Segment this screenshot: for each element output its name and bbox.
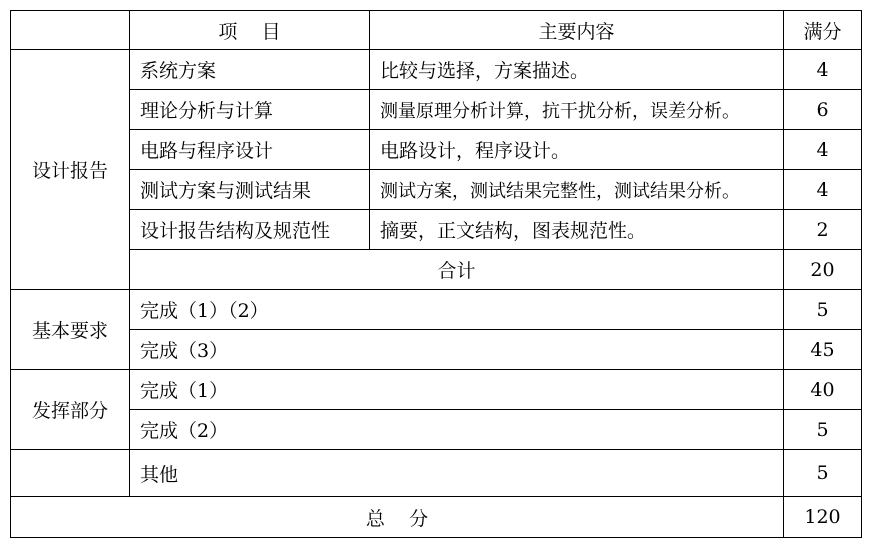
category-basic: 基本要求: [11, 290, 130, 370]
item-cell: 完成（2）: [130, 410, 784, 450]
item-cell: 完成（1）: [130, 370, 784, 410]
item-cell: 完成（1）（2）: [130, 290, 784, 330]
item-cell: 完成（3）: [130, 330, 784, 370]
score-cell: 6: [784, 90, 862, 130]
score-cell: 45: [784, 330, 862, 370]
content-cell: 摘要，正文结构，图表规范性。: [370, 210, 784, 250]
total-row: [11, 497, 862, 538]
score-cell: 5: [784, 290, 862, 330]
content-cell: 电路设计，程序设计。: [370, 130, 784, 170]
table-row: [11, 330, 862, 370]
table-row: [11, 50, 862, 90]
subtotal-score: 20: [784, 250, 862, 290]
item-cell: 电路与程序设计: [130, 130, 370, 170]
header-category-empty: [11, 11, 130, 50]
content-cell: 比较与选择，方案描述。: [370, 50, 784, 90]
table-row: [11, 410, 862, 450]
content-cell: 测量原理分析计算，抗干扰分析，误差分析。: [370, 90, 784, 130]
subtotal-label: 合计: [130, 250, 784, 290]
table-row: [11, 210, 862, 250]
header-content: 主要内容: [370, 11, 784, 50]
total-score: 120: [784, 497, 862, 538]
category-extension: 发挥部分: [11, 370, 130, 450]
table-row: [11, 370, 862, 410]
item-cell: 测试方案与测试结果: [130, 170, 370, 210]
item-cell: 其他: [130, 450, 784, 497]
subtotal-row: [11, 250, 862, 290]
table-row: [11, 130, 862, 170]
item-cell: 系统方案: [130, 50, 370, 90]
table-row: [11, 90, 862, 130]
score-cell: 2: [784, 210, 862, 250]
score-cell: 40: [784, 370, 862, 410]
score-cell: 4: [784, 130, 862, 170]
table-row: [11, 170, 862, 210]
table-row: [11, 290, 862, 330]
content-cell: 测试方案，测试结果完整性，测试结果分析。: [370, 170, 784, 210]
score-cell: 4: [784, 170, 862, 210]
scoring-table: [10, 10, 862, 538]
category-design-report: 设计报告: [11, 50, 130, 290]
score-cell: 5: [784, 410, 862, 450]
header-item: 项 目: [130, 11, 370, 50]
score-cell: 4: [784, 50, 862, 90]
header-score: 满分: [784, 11, 862, 50]
score-cell: 5: [784, 450, 862, 497]
table-row: [11, 450, 862, 497]
category-empty-cell: [11, 450, 130, 497]
item-cell: 设计报告结构及规范性: [130, 210, 370, 250]
total-label: 总 分: [11, 497, 784, 538]
header-row: [11, 11, 862, 50]
item-cell: 理论分析与计算: [130, 90, 370, 130]
